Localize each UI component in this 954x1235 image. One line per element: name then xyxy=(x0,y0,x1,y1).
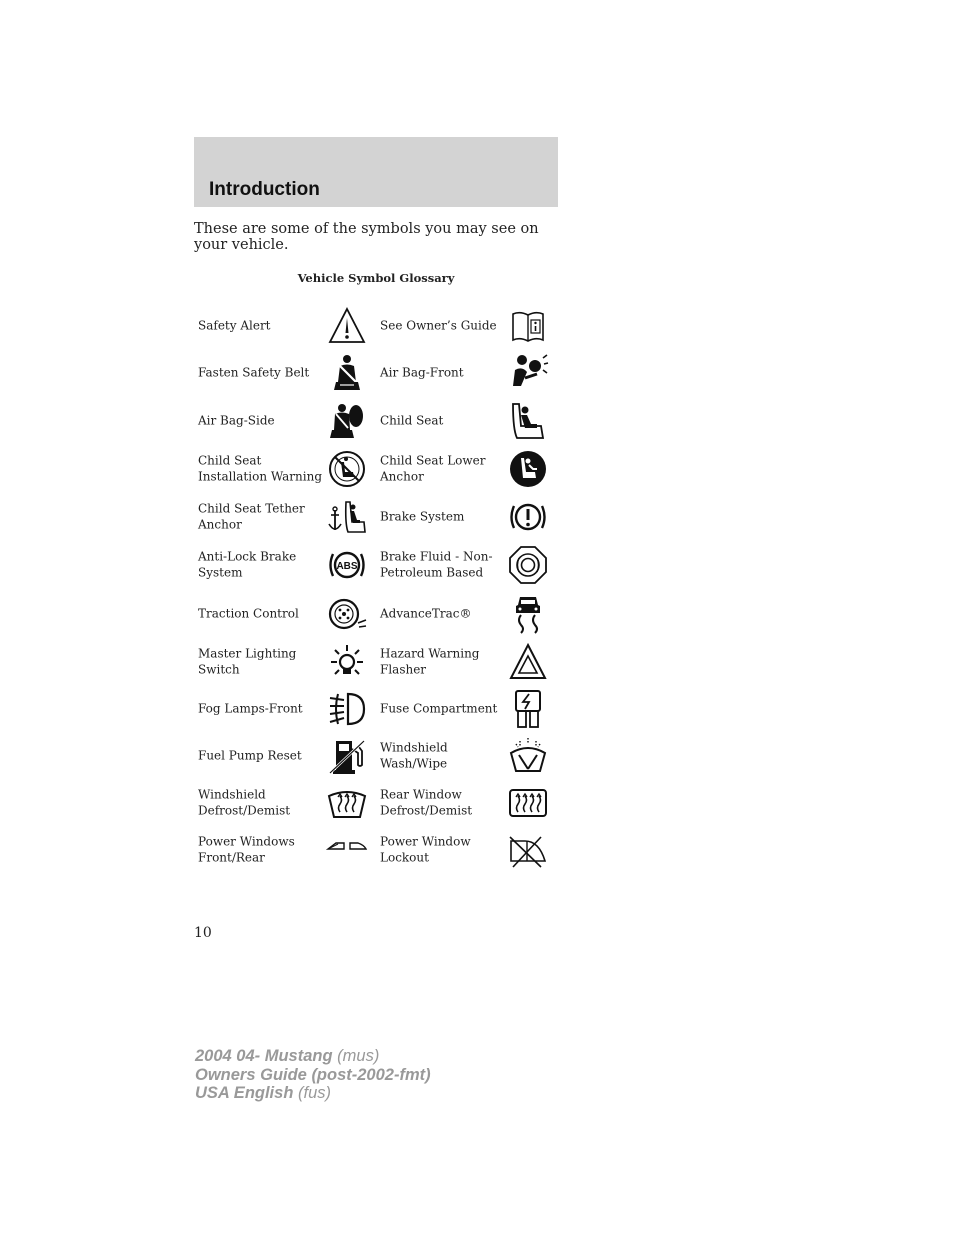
glossary-row xyxy=(194,495,558,539)
glossary-row xyxy=(194,781,558,825)
symbol-label: AdvanceTrac® xyxy=(380,606,472,621)
brake-fluid-icon xyxy=(507,544,549,586)
windshield-defrost-icon xyxy=(326,782,368,824)
symbol-label: Fog Lamps-Front xyxy=(198,701,303,716)
symbol-label: Rear Window Defrost/Demist xyxy=(380,787,473,817)
child-seat-anchor-icon xyxy=(507,448,549,490)
glossary-row xyxy=(194,828,558,872)
symbol-label: Windshield Defrost/Demist xyxy=(198,787,291,817)
symbol-label: Child Seat xyxy=(380,413,444,428)
symbol-label: Brake Fluid - Non-Petroleum Based xyxy=(380,549,493,579)
glossary-row xyxy=(194,351,558,395)
footer-line-1 xyxy=(195,1047,431,1066)
wash-wipe-icon xyxy=(507,735,549,777)
svg-text:ABS: ABS xyxy=(336,561,358,572)
footer-line-3 xyxy=(195,1084,431,1103)
symbol-label: Air Bag-Side xyxy=(198,413,275,428)
footer-model: 2004 04- Mustang xyxy=(195,1047,333,1065)
hazard-icon xyxy=(507,641,549,683)
airbag-front-icon xyxy=(507,352,549,394)
intro-paragraph: These are some of the symbols you may see on your vehicle. xyxy=(194,221,539,253)
warning-triangle-icon xyxy=(326,305,368,347)
footer-model-code: (mus) xyxy=(337,1047,380,1065)
owners-guide-icon xyxy=(507,305,549,347)
symbol-label: Power Window Lockout xyxy=(380,834,471,864)
footer-language: USA English xyxy=(195,1084,294,1102)
symbol-label: Master Lighting Switch xyxy=(198,646,297,676)
glossary-title: Vehicle Symbol Glossary xyxy=(297,271,455,285)
rear-defrost-icon xyxy=(507,782,549,824)
advancetrac-icon xyxy=(507,593,549,635)
traction-control-icon xyxy=(326,593,368,635)
symbol-label: Power Windows Front/Rear xyxy=(198,834,295,864)
glossary-row xyxy=(194,640,558,684)
tether-anchor-icon xyxy=(326,496,368,538)
child-seat-warning-icon xyxy=(326,448,368,490)
footer-guide: Owners Guide (post-2002-fmt) xyxy=(195,1065,431,1084)
power-windows-icon xyxy=(326,829,368,871)
fuel-pump-reset-icon xyxy=(326,735,368,777)
symbol-label: Child Seat Lower Anchor xyxy=(380,453,486,483)
abs-icon xyxy=(326,544,368,586)
section-title: Introduction xyxy=(209,179,320,200)
fog-lamp-icon xyxy=(326,688,368,730)
symbol-label: Hazard Warning Flasher xyxy=(380,646,480,676)
symbol-label: Safety Alert xyxy=(198,318,271,333)
brake-system-icon xyxy=(507,496,549,538)
glossary-row xyxy=(194,734,558,778)
glossary-row xyxy=(194,687,558,731)
seatbelt-icon xyxy=(326,352,368,394)
glossary-row xyxy=(194,592,558,636)
lighting-switch-icon xyxy=(326,641,368,683)
symbol-label: Fuel Pump Reset xyxy=(198,748,302,763)
page-number: 10 xyxy=(194,925,212,941)
symbol-label: Air Bag-Front xyxy=(380,365,464,380)
footer-line-2 xyxy=(195,1066,431,1085)
glossary-row xyxy=(194,543,558,587)
symbol-label: Fuse Compartment xyxy=(380,701,498,716)
document-footer xyxy=(195,1047,431,1103)
symbol-label: Traction Control xyxy=(198,606,299,621)
glossary-row xyxy=(194,304,558,348)
footer-language-code: (fus) xyxy=(298,1084,331,1102)
symbol-label: See Owner’s Guide xyxy=(380,318,497,333)
symbol-label: Child Seat Installation Warning xyxy=(198,453,323,483)
glossary-row xyxy=(194,399,558,443)
airbag-side-icon xyxy=(326,400,368,442)
symbol-label: Brake System xyxy=(380,509,465,524)
symbol-label: Child Seat Tether Anchor xyxy=(198,501,305,531)
symbol-label: Windshield Wash/Wipe xyxy=(380,740,448,770)
symbol-label: Fasten Safety Belt xyxy=(198,365,310,380)
window-lockout-icon xyxy=(507,829,549,871)
glossary-row xyxy=(194,447,558,491)
section-header xyxy=(194,137,558,207)
symbol-label: Anti-Lock Brake System xyxy=(198,549,297,579)
fuse-icon xyxy=(507,688,549,730)
child-seat-icon xyxy=(507,400,549,442)
